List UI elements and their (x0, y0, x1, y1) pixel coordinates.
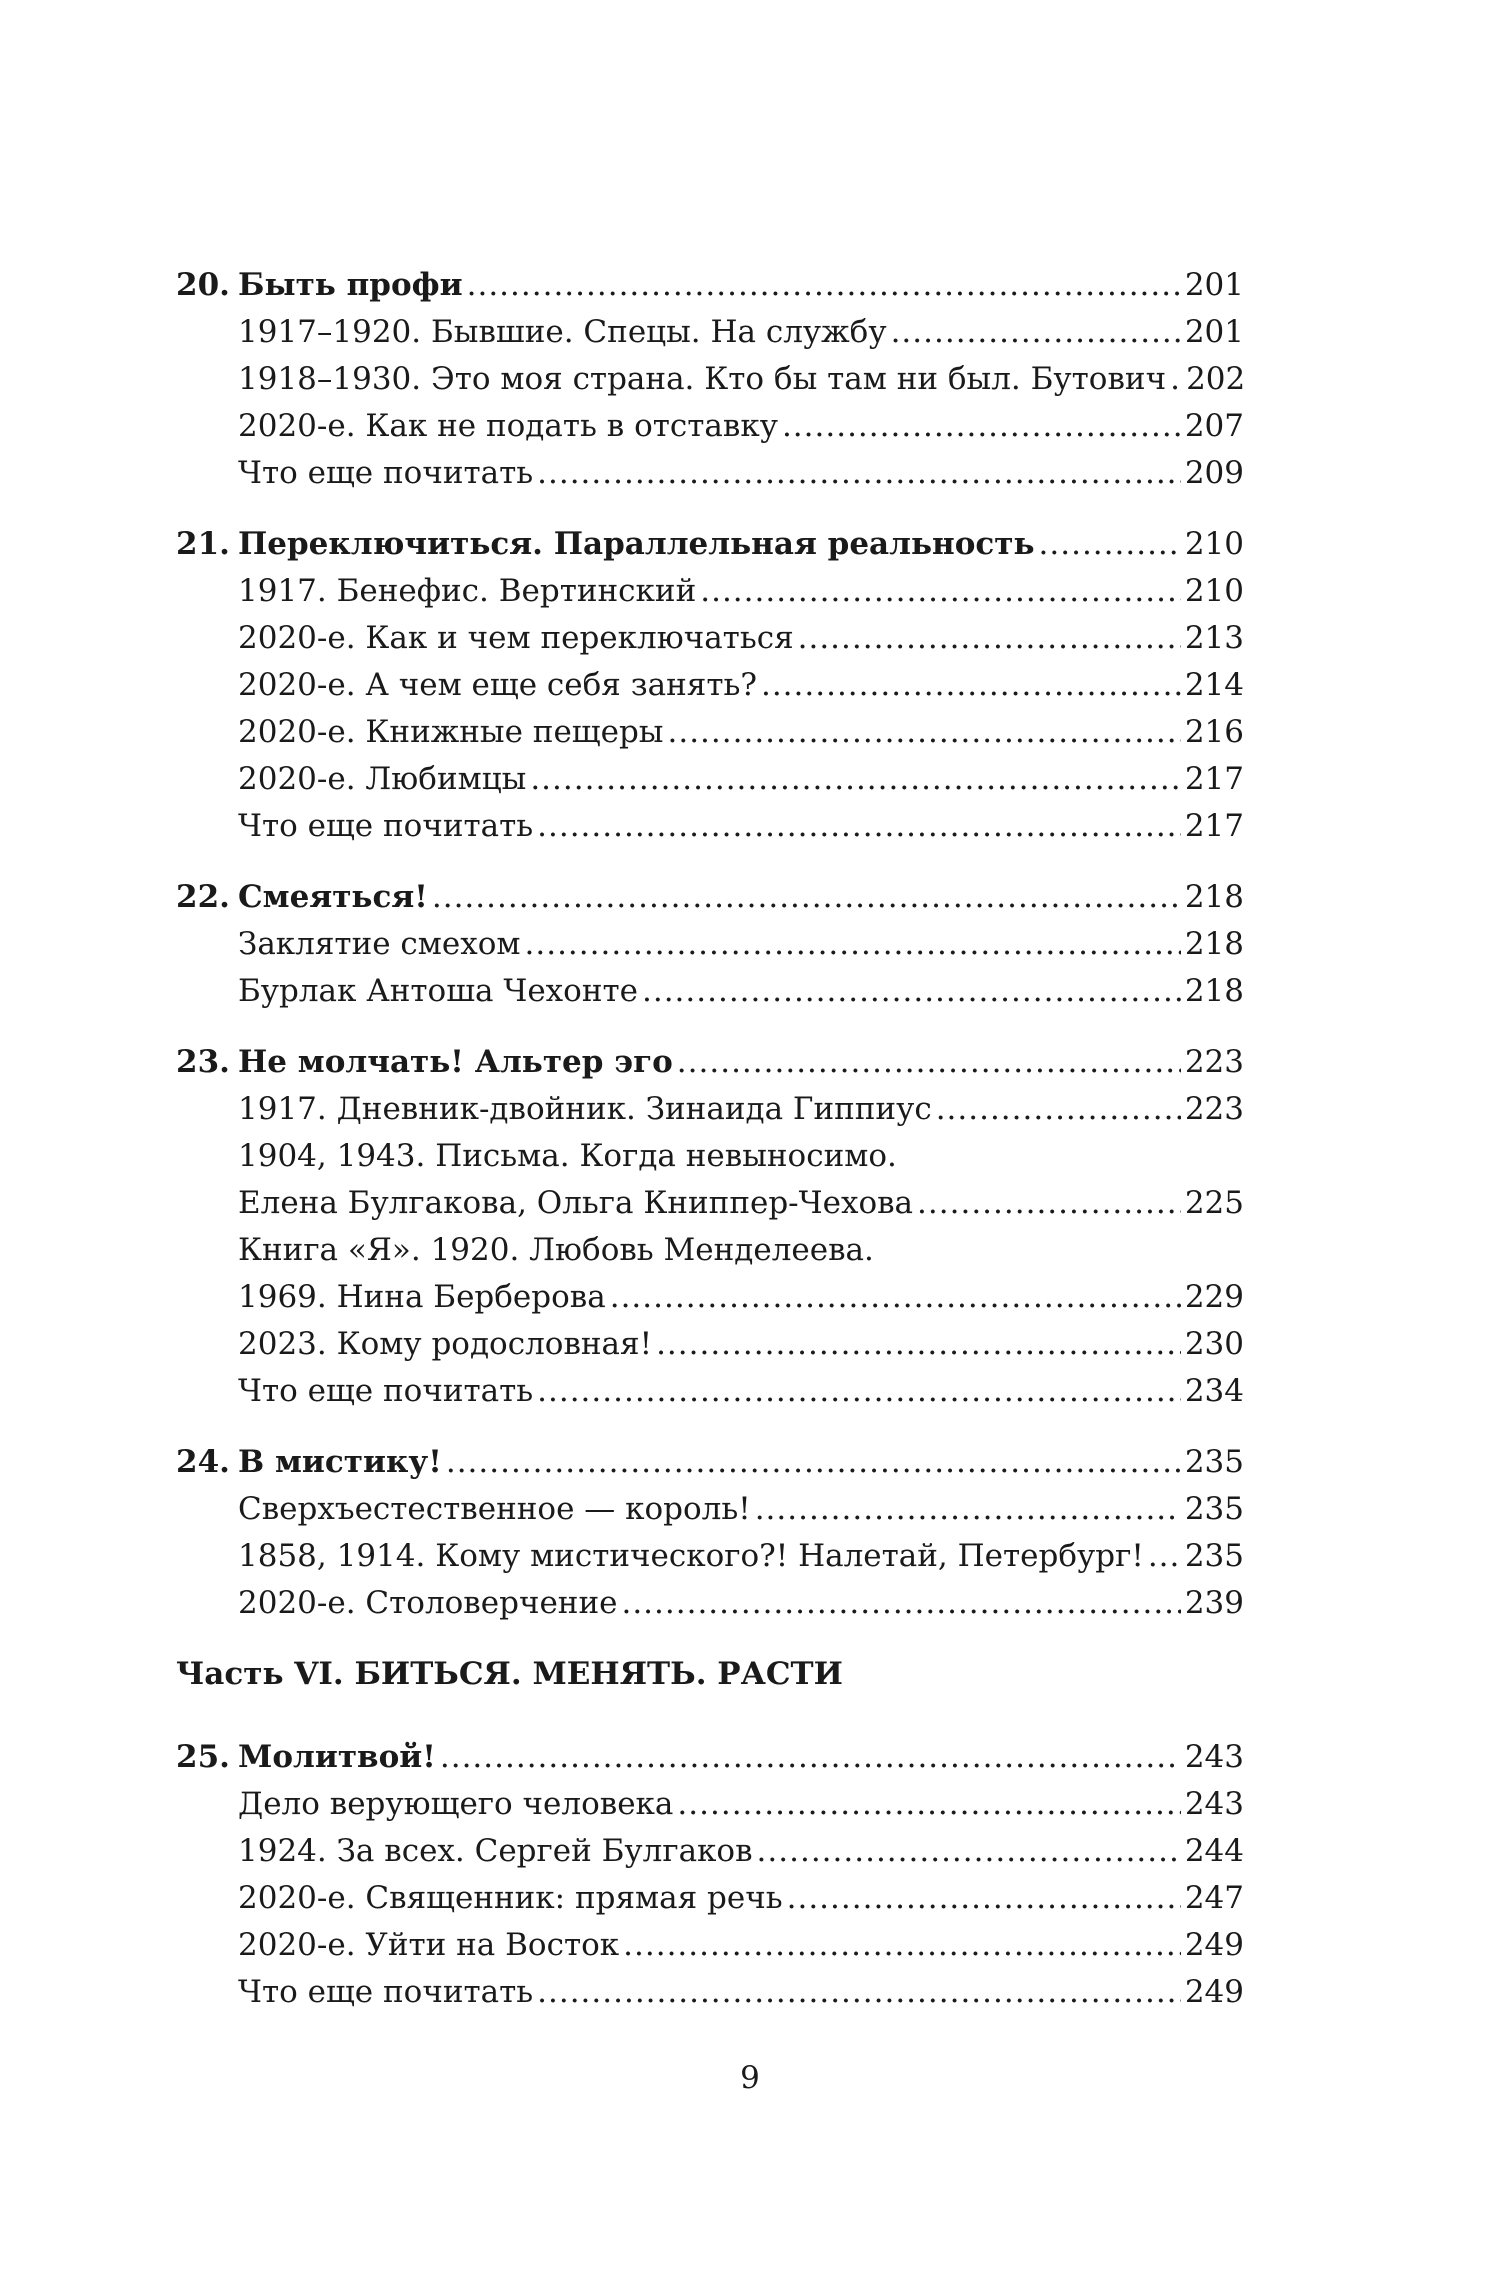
page-ref: 235 (1184, 1444, 1244, 1480)
chapter-heading[interactable] (176, 874, 1244, 921)
page-ref: 243 (1184, 1739, 1244, 1775)
chapter-title: Переключиться. Параллельная реальность (238, 526, 1035, 562)
dot-leader (936, 1086, 1181, 1133)
page-ref: 217 (1184, 761, 1244, 797)
entry-title: 1917. Бенефис. Вертинский (238, 573, 697, 609)
page-ref: 213 (1184, 620, 1244, 656)
dot-leader (440, 1734, 1181, 1781)
dot-leader (656, 1321, 1181, 1368)
entry-title: Что еще почитать (238, 455, 534, 491)
entry-title: 2020-е. Любимцы (238, 761, 527, 797)
dot-leader (787, 1875, 1181, 1922)
entry-title: Что еще почитать (238, 1974, 534, 2010)
entry-title: 2020-е. Как не подать в отставку (238, 408, 778, 444)
entry-title: 1918–1930. Это моя страна. Кто бы там ни был. Бутович (238, 361, 1167, 397)
toc-entry[interactable] (176, 615, 1244, 662)
toc-entry[interactable] (176, 1580, 1244, 1627)
dot-leader (761, 662, 1181, 709)
page-ref: 225 (1184, 1185, 1244, 1221)
toc-entry[interactable] (176, 356, 1244, 403)
page-ref: 230 (1184, 1326, 1244, 1362)
toc-entry[interactable] (176, 1969, 1244, 2016)
page-ref: 235 (1184, 1491, 1244, 1527)
dot-leader (432, 874, 1181, 921)
dot-leader (917, 1180, 1181, 1227)
page-ref: 218 (1184, 926, 1244, 962)
entry-title: 1924. За всех. Сергей Булгаков (238, 1833, 753, 1869)
chapter-24 (176, 1439, 1244, 1627)
page-ref: 223 (1184, 1044, 1244, 1080)
chapter-heading[interactable] (176, 262, 1244, 309)
dot-leader (537, 450, 1181, 497)
entry-title: 2023. Кому родословная! (238, 1326, 653, 1362)
toc-entry[interactable] (176, 1875, 1244, 1922)
toc-entry[interactable] (176, 968, 1244, 1015)
page-ref: 218 (1184, 879, 1244, 915)
page-ref: 202 (1186, 361, 1246, 397)
dot-leader (537, 1969, 1181, 2016)
dot-leader (530, 756, 1181, 803)
toc-entry[interactable] (176, 921, 1244, 968)
chapter-number: 25. (176, 1739, 230, 1775)
toc-entry[interactable] (176, 1533, 1244, 1580)
dot-leader (667, 709, 1180, 756)
entry-title: 2020-е. Священник: прямая речь (238, 1880, 783, 1916)
entry-title: Елена Булгакова, Ольга Книппер-Чехова (238, 1185, 914, 1221)
toc-entry[interactable] (176, 309, 1244, 356)
page-ref: 249 (1184, 1927, 1244, 1963)
dot-leader (755, 1486, 1181, 1533)
toc-entry[interactable] (176, 709, 1244, 756)
toc-entry[interactable] (176, 1321, 1244, 1368)
page-ref: 210 (1184, 573, 1244, 609)
entry-title: 1969. Нина Берберова (238, 1279, 606, 1315)
chapter-21 (176, 521, 1244, 850)
page-ref: 201 (1184, 314, 1244, 350)
dot-leader (537, 1368, 1181, 1415)
entry-title: 2020-е. Книжные пещеры (238, 714, 664, 750)
toc-entry[interactable] (176, 1086, 1244, 1133)
page-ref: 247 (1184, 1880, 1244, 1916)
entry-title: 1858, 1914. Кому мистического?! Налетай, Петербург! (238, 1538, 1144, 1574)
toc-entry[interactable] (176, 1922, 1244, 1969)
entry-title: 2020-е. Столоверчение (238, 1585, 618, 1621)
chapter-heading[interactable] (176, 1439, 1244, 1486)
toc-entry[interactable] (176, 1180, 1244, 1227)
toc-entry[interactable] (176, 1274, 1244, 1321)
toc-entry[interactable] (176, 450, 1244, 497)
dot-leader (446, 1439, 1181, 1486)
page-ref: 223 (1184, 1091, 1244, 1127)
toc-entry[interactable] (176, 568, 1244, 615)
page-ref: 201 (1184, 267, 1244, 303)
page-ref: 234 (1184, 1373, 1244, 1409)
toc-entry[interactable] (176, 1781, 1244, 1828)
dot-leader (623, 1922, 1181, 1969)
entry-title: 2020-е. А чем еще себя занять? (238, 667, 757, 703)
entry-title: Бурлак Антоша Чехонте (238, 973, 638, 1009)
chapter-heading[interactable] (176, 521, 1244, 568)
chapter-23 (176, 1039, 1244, 1415)
dot-leader (1039, 521, 1181, 568)
entry-title: 2020-е. Уйти на Восток (238, 1927, 620, 1963)
entry-title: Что еще почитать (238, 1373, 534, 1409)
toc-entry-line1[interactable] (176, 1227, 1244, 1274)
chapter-title: Молитвой! (238, 1739, 436, 1775)
page-ref: 239 (1184, 1585, 1244, 1621)
dot-leader (621, 1580, 1180, 1627)
chapter-title: Смеяться! (238, 879, 428, 915)
dot-leader (1148, 1533, 1181, 1580)
entry-title: Сверхъестественное — король! (238, 1491, 751, 1527)
chapter-heading[interactable] (176, 1734, 1244, 1781)
chapter-number: 20. (176, 267, 230, 303)
chapter-heading[interactable] (176, 1039, 1244, 1086)
chapter-title: Не молчать! Альтер эго (238, 1044, 673, 1080)
chapter-title: Быть профи (238, 267, 463, 303)
dot-leader (700, 568, 1181, 615)
entry-title: 1917–1920. Бывшие. Спецы. На службу (238, 314, 887, 350)
dot-leader (782, 403, 1181, 450)
page-ref: 244 (1184, 1833, 1244, 1869)
part-heading[interactable]: Часть VI. БИТЬСЯ. МЕНЯТЬ. РАСТИ (176, 1656, 843, 1692)
dot-leader (677, 1781, 1180, 1828)
toc-entry[interactable] (176, 756, 1244, 803)
dot-leader (1170, 356, 1182, 403)
dot-leader (537, 803, 1181, 850)
table-of-contents (176, 262, 1244, 2040)
page-ref: 235 (1184, 1538, 1244, 1574)
page-number: 9 (740, 2060, 760, 2096)
dot-leader (677, 1039, 1181, 1086)
entry-title-line1: 1904, 1943. Письма. Когда невыносимо. (238, 1138, 897, 1174)
chapter-22 (176, 874, 1244, 1015)
dot-leader (610, 1274, 1181, 1321)
toc-entry[interactable] (176, 1368, 1244, 1415)
toc-entry[interactable] (176, 403, 1244, 450)
toc-entry[interactable] (176, 1486, 1244, 1533)
entry-title: Дело верующего человека (238, 1786, 674, 1822)
page-ref: 216 (1184, 714, 1244, 750)
dot-leader (757, 1828, 1181, 1875)
chapter-number: 24. (176, 1444, 230, 1480)
toc-entry[interactable] (176, 803, 1244, 850)
dot-leader (642, 968, 1181, 1015)
page-ref: 229 (1184, 1279, 1244, 1315)
toc-entry[interactable] (176, 662, 1244, 709)
chapter-number: 23. (176, 1044, 230, 1080)
page-ref: 207 (1184, 408, 1244, 444)
entry-title: 2020-е. Как и чем переключаться (238, 620, 794, 656)
dot-leader (891, 309, 1181, 356)
dot-leader (525, 921, 1181, 968)
entry-title: Заклятие смехом (238, 926, 521, 962)
page-ref: 218 (1184, 973, 1244, 1009)
entry-title-line1: Книга «Я». 1920. Любовь Менделеева. (238, 1232, 874, 1268)
page-ref: 249 (1184, 1974, 1244, 2010)
page-ref: 210 (1184, 526, 1244, 562)
toc-entry[interactable] (176, 1828, 1244, 1875)
page-ref: 209 (1184, 455, 1244, 491)
entry-title: Что еще почитать (238, 808, 534, 844)
page-ref: 243 (1184, 1786, 1244, 1822)
entry-title: 1917. Дневник-двойник. Зинаида Гиппиус (238, 1091, 932, 1127)
toc-entry-line1[interactable] (176, 1133, 1244, 1180)
chapter-25 (176, 1734, 1244, 2016)
chapter-number: 22. (176, 879, 230, 915)
chapter-20 (176, 262, 1244, 497)
page-ref: 214 (1184, 667, 1244, 703)
chapter-number: 21. (176, 526, 230, 562)
chapter-title: В мистику! (238, 1444, 442, 1480)
dot-leader (467, 262, 1181, 309)
dot-leader (798, 615, 1181, 662)
page-ref: 217 (1184, 808, 1244, 844)
